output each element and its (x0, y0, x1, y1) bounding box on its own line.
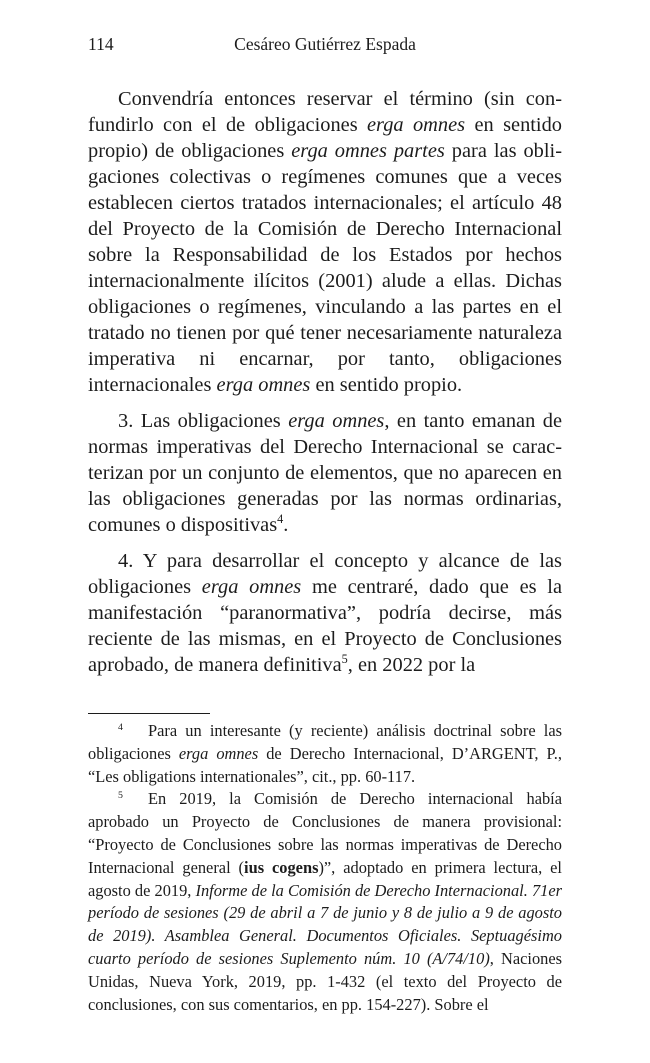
text-run: en sentido propio. (310, 374, 463, 396)
text-run: 3. Las obligaciones (118, 410, 289, 432)
text-run: . (283, 514, 289, 536)
italic-term: erga omnes (216, 374, 311, 396)
text-run: de Derecho Internacional, D’ARGENT, P., “Les obligations internationales”, cit., pp. 60-117. (88, 743, 562, 786)
page-number: 114 (88, 34, 114, 54)
text-run: , en 2022 por la (347, 654, 476, 676)
italic-term: erga omnes (178, 743, 259, 763)
italic-term: erga omnes (367, 114, 466, 136)
text-run: en sentido propio) de obligaciones (88, 114, 562, 162)
text-run: 4. Y para desarrollar el concepto y alcance de las obligaciones (88, 550, 562, 598)
bold-term: ius cogens (244, 857, 319, 877)
footnote-ref-4[interactable]: 4 (277, 512, 284, 527)
italic-term: erga omnes (201, 576, 302, 598)
italic-term: erga omnes (288, 410, 385, 432)
footnote-5: 5 En 2019, la Comisión de Derecho internacional había aprobado un Proyecto de Conclusiones de manera provisional: “Proyecto de Conclusiones sobre las normas imperativas de Derecho Internacional general (ius cogens)”, adoptado en primera lectura, el agosto de 2019, Informe de la Comisión de Derecho Internacional. 71er período de sesiones (29 de abril a 7 de junio y 8 de julio a 9 de agosto de 2019). Asamblea General. Documentos Oficiales. Septuagésimo cuarto período de sesiones Suplemento núm. 10 (A/74/10), Naciones Unidas, Nueva York, 2019, pp. 1-432 (el texto del Proyecto de conclusiones, con sus comentarios, en pp. 154-227). Sobre el (88, 789, 562, 1014)
paragraph-4 (88, 548, 562, 678)
text-run: , en tanto emanan de normas imperativas del Derecho Internacional se caracterizan por un conjunto de elementos, que no aparecen en las obligaciones generadas por las normas ordinarias, comunes o dispositivas (88, 410, 562, 536)
italic-term: erga omnes partes (291, 140, 445, 162)
footnote-ref-5[interactable]: 5 (341, 652, 348, 667)
footnote-separator (88, 713, 210, 714)
paragraph-erga-omnes-partes (88, 86, 562, 398)
italic-citation: Informe de la Comisión de Derecho Internacional. 71er período de sesiones (29 de abril a 7 de junio y 8 de julio a 9 de agosto de 2019). Asamblea General. Documentos Oficiales. Septuagésimo cuarto período de sesiones Suplemento núm. 10 (A/74/10) (88, 880, 562, 968)
text-run: )”, adoptado en primera lectura, el agosto de 2019, (88, 857, 562, 900)
text-run: para las obligaciones colectivas o regímenes comunes que a veces establecen ciertos tratados internacionales; el artículo 48 del Proyecto de la Comisión de Derecho Internacional sobre la Responsabilidad de los Estados por hechos internacionalmente ilícitos (2001) alude a ellas. Dichas obligaciones o regímenes, vinculando a las partes en el tratado no tienen por qué tener necesariamente naturaleza imperativa ni encarnar, por tanto, obligaciones internacionales (88, 140, 562, 396)
running-header (88, 34, 562, 60)
text-run: , Naciones Unidas, Nueva York, 2019, pp. 1-432 (el texto del Proyecto de conclusiones, con sus comentarios, en pp. 154-227). Sobre el (88, 948, 562, 1014)
main-text (88, 86, 562, 678)
footnote-4: 4 Para un interesante (y reciente) análisis doctrinal sobre las obligaciones erga omnes de Derecho Internacional, D’ARGENT, P., “Les obligations internationales”, cit., pp. 60-117. (88, 721, 562, 786)
footnotes (88, 720, 562, 1016)
text-run: En 2019, la Comisión de Derecho internacional había aprobado un Proyecto de Conclusiones de manera provisional: “Proyecto de Conclusiones sobre las normas imperativas de Derecho Internacional general ( (88, 789, 562, 877)
text-run: me centraré, dado que es la manifestación “paranormativa”, podría decirse, más reciente de las mismas, en el Proyecto de Conclusiones aprobado, de manera definitiva (88, 576, 562, 676)
running-title: Cesáreo Gutiérrez Espada (234, 34, 416, 54)
paragraph-3 (88, 408, 562, 538)
text-run: Convendría entonces reservar el término (sin confundirlo con el de obligaciones (88, 88, 562, 136)
text-run: Para un interesante (y reciente) análisis doctrinal sobre las obligaciones (88, 721, 562, 763)
